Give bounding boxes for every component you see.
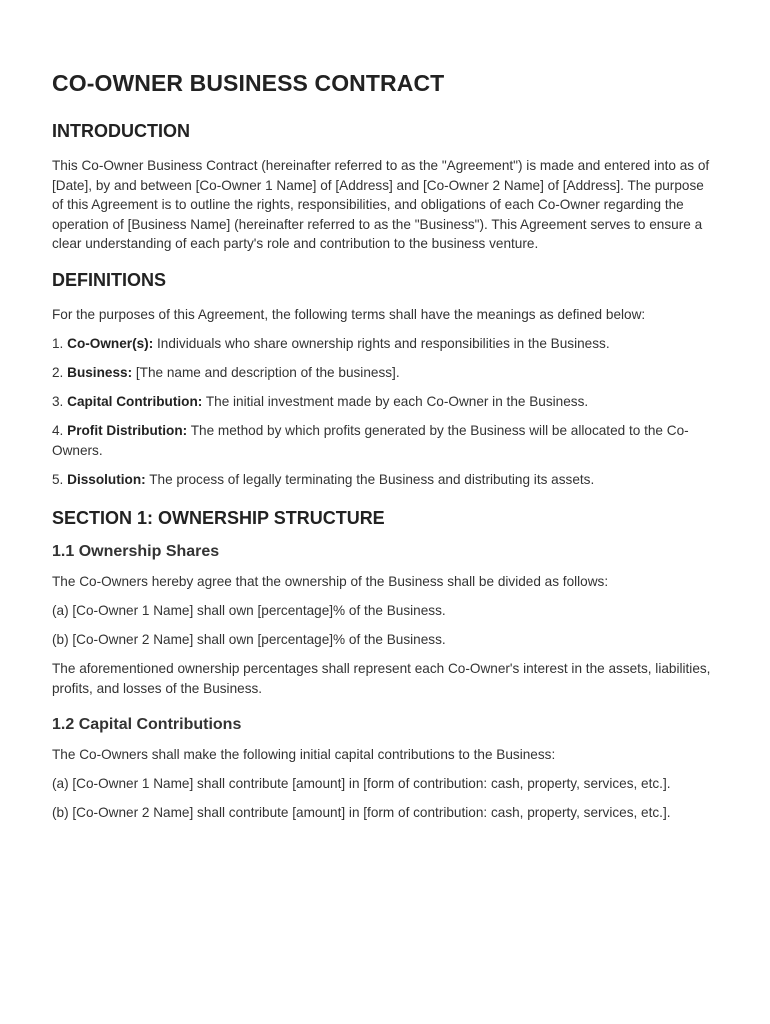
subsection-1-1 xyxy=(52,543,718,698)
paragraph: (b) [Co-Owner 2 Name] shall own [percentage]% of the Business. xyxy=(52,631,446,647)
definition-text: The method by which profits generated by the Business will be allocated to the Co-Owners. xyxy=(52,423,689,458)
definition-text: The process of legally terminating the Business and distributing its assets. xyxy=(149,472,595,488)
subsection-1-2-heading: 1.2 Capital Contributions xyxy=(52,716,242,734)
definition-item xyxy=(52,392,718,412)
definitions-intro: For the purposes of this Agreement, the following terms shall have the meanings as defined below: xyxy=(52,306,646,322)
introduction-paragraph: This Co-Owner Business Contract (hereinafter referred to as the "Agreement") is made and entered into as of [Date], by and between [Co-Owner 1 Name] of [Address] and [Co-Owner 2 Name] of [Address]. The purpose of this Agreement is to outline the rights, responsibilities, and obligations of each Co-Owner regarding the operation of [Business Name] (hereinafter referred to as the "Business"). This Agreement serves to ensure a clear understanding of each party's role and contribution to the business venture. xyxy=(52,158,710,252)
definition-item xyxy=(52,470,718,490)
definition-number: 1. xyxy=(52,336,64,352)
definition-term: Profit Distribution: xyxy=(67,423,188,439)
definition-item xyxy=(52,334,718,354)
definition-text: The initial investment made by each Co-Owner in the Business. xyxy=(205,394,589,410)
paragraph: (a) [Co-Owner 1 Name] shall own [percentage]% of the Business. xyxy=(52,602,446,618)
subsection-1-2 xyxy=(52,716,718,823)
definition-term: Business: xyxy=(67,365,133,381)
definition-item xyxy=(52,421,718,460)
section-1-heading: SECTION 1: OWNERSHIP STRUCTURE xyxy=(52,507,385,528)
definition-item xyxy=(52,363,718,383)
definition-number: 2. xyxy=(52,365,64,381)
definition-term: Dissolution: xyxy=(67,472,146,488)
definition-number: 4. xyxy=(52,423,64,439)
document-title: CO-OWNER BUSINESS CONTRACT xyxy=(52,70,445,96)
definition-text: [The name and description of the business]. xyxy=(135,365,400,381)
subsection-1-1-heading: 1.1 Ownership Shares xyxy=(52,542,220,560)
paragraph: The Co-Owners hereby agree that the ownership of the Business shall be divided as follows: xyxy=(52,573,609,589)
paragraph: The Co-Owners shall make the following initial capital contributions to the Business: xyxy=(52,747,556,763)
definition-text: Individuals who share ownership rights and responsibilities in the Business. xyxy=(157,336,610,352)
definitions-heading: DEFINITIONS xyxy=(52,269,167,290)
paragraph: (a) [Co-Owner 1 Name] shall contribute [amount] in [form of contribution: cash, property, services, etc.]. xyxy=(52,776,671,792)
definition-number: 5. xyxy=(52,472,64,488)
introduction-section xyxy=(52,121,718,254)
paragraph: The aforementioned ownership percentages shall represent each Co-Owner's interest in the assets, liabilities, profits, and losses of the Business. xyxy=(52,660,711,696)
paragraph: (b) [Co-Owner 2 Name] shall contribute [amount] in [form of contribution: cash, property, services, etc.]. xyxy=(52,805,671,821)
definition-term: Co-Owner(s): xyxy=(67,336,154,352)
definition-number: 3. xyxy=(52,394,64,410)
introduction-heading: INTRODUCTION xyxy=(52,121,190,141)
section-1 xyxy=(52,508,718,823)
definitions-section xyxy=(52,270,718,490)
definition-term: Capital Contribution: xyxy=(67,394,203,410)
